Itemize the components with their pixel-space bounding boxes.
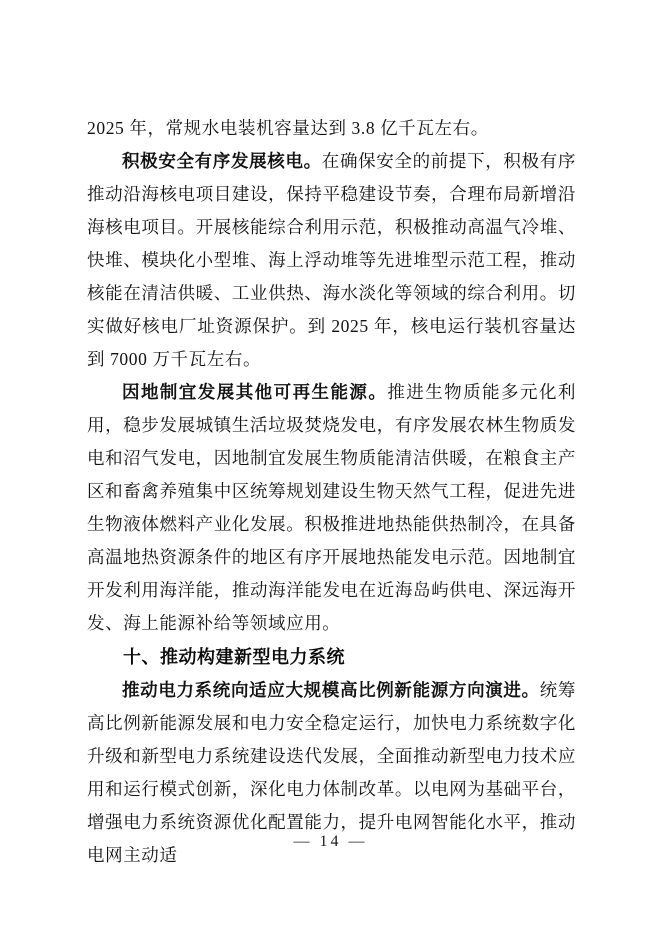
paragraph-other-renewables	[87, 376, 576, 640]
paragraph-nuclear-power	[87, 145, 576, 376]
paragraph-text: 统筹高比例新能源发展和电力安全稳定运行，加快电力系统数字化升级和新型电力系统建设迭代发展，全面推动新型电力技术应用和运行模式创新，深化电力体制改革。以电网为基础平台，增强电力系统资源优化配置能力，提升电网智能化水平，推动电网主动适	[87, 680, 576, 865]
paragraph-text: 推进生物质能多元化利用，稳步发展城镇生活垃圾焚烧发电，有序发展农林生物质发电和沼气发电，因地制宜发展生物质能清洁供暖，在粮食主产区和畜禽养殖集中区统筹规划建设生物天然气工程，促进先进生物液体燃料产业化发展。积极推进地热能供热制冷，在具备高温地热资源条件的地区有序开展地热能发电示范。因地制宜开发利用海洋能，推动海洋能发电在近海岛屿供电、深远海开发、海上能源补给等领域应用。	[87, 382, 576, 633]
paragraph-lead-bold: 推动电力系统向适应大规模高比例新能源方向演进。	[122, 680, 540, 700]
paragraph-lead-bold: 积极安全有序发展核电。	[122, 151, 322, 171]
section-heading-new-power-system: 十、推动构建新型电力系统	[123, 647, 345, 667]
paragraph-continuation	[87, 112, 576, 145]
paragraph-text: 2025 年，常规水电装机容量达到 3.8 亿千瓦左右。	[87, 118, 489, 138]
paragraph-lead-bold: 因地制宜发展其他可再生能源。	[122, 382, 388, 402]
page-content	[87, 112, 576, 872]
page-number: — 14 —	[293, 833, 368, 850]
paragraph-text: 在确保安全的前提下，积极有序推动沿海核电项目建设，保持平稳建设节奏，合理布局新增沿海核电项目。开展核能综合利用示范，积极推动高温气冷堆、快堆、模块化小型堆、海上浮动堆等先进堆型示范工程，推动核能在清洁供暖、工业供热、海水淡化等领域的综合利用。切实做好核电厂址资源保护。到 2025 年，核电运行装机容量达到 7000 万千瓦左右。	[87, 151, 576, 369]
